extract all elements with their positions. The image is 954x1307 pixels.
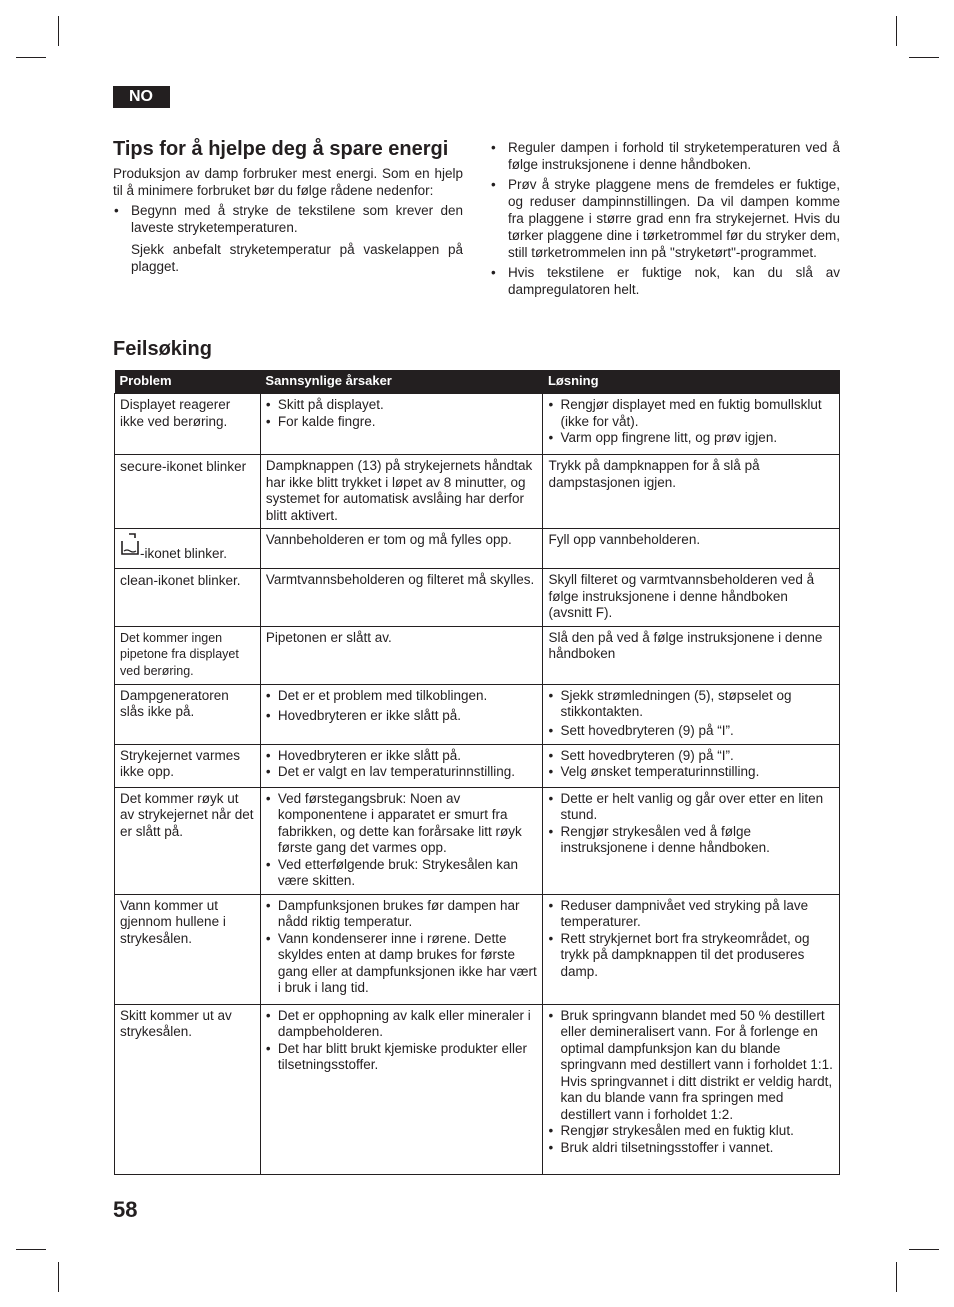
problem-text: -ikonet blinker xyxy=(162,459,247,474)
tips-bullet: • Begynn med å stryke de tekstilene som krever den laveste stryketemperaturen. xyxy=(113,202,463,236)
column-header: Sannsynlige årsaker xyxy=(260,370,543,394)
troubleshooting-heading: Feilsøking xyxy=(113,338,212,360)
solution-cell: Fyll opp vannbeholderen. xyxy=(543,529,840,569)
problem-cell xyxy=(115,455,261,529)
cause-cell xyxy=(260,394,543,455)
crop-mark xyxy=(16,57,46,58)
crop-mark xyxy=(16,1249,46,1250)
solution-item: • Rett strykjernet bort fra strykeområdet, og trykk på dampknappen til det produseres damp. xyxy=(548,931,834,981)
cause-item: • Ved førstegangsbruk: Noen av komponentene i apparatet er smurt fra fabrikken, og dette kan forårsake litt røyk første gang det varmes opp. xyxy=(266,791,538,857)
solution-cell: Trykk på dampknappen for å slå på dampstasjonen igjen. xyxy=(543,455,840,529)
problem-cell xyxy=(115,529,261,569)
solution-item: • Sett hovedbryteren (9) på “I”. xyxy=(548,748,834,765)
problem-cell: Det kommer røyk ut av strykejernet når det er slått på. xyxy=(115,787,261,894)
cause-cell xyxy=(260,744,543,787)
table-row xyxy=(115,744,840,787)
cause-item: • Det er opphopning av kalk eller mineraler i dampbeholderen. xyxy=(266,1008,538,1041)
tips-heading: Tips for å hjelpe deg å spare energi xyxy=(113,138,449,160)
table-header-row xyxy=(115,370,840,394)
crop-mark xyxy=(58,1262,59,1292)
page-number: 58 xyxy=(113,1197,138,1222)
table-row xyxy=(115,569,840,627)
cause-item: • Hovedbryteren er ikke slått på. xyxy=(266,748,538,765)
solution-cell: Skyll filteret og varmtvannsbeholderen ved å følge instruksjonene i denne håndboken (avsnitt F). xyxy=(543,569,840,627)
cause-cell xyxy=(260,684,543,744)
solution-item: • Reduser dampnivået ved stryking på lave temperaturer. xyxy=(548,898,834,931)
cause-item: • Ved etterfølgende bruk: Strykesålen kan være skitten. xyxy=(266,857,538,890)
problem-text: -ikonet blinker. xyxy=(153,573,241,588)
cause-cell: Dampknappen (13) på strykejernets håndtak har ikke blitt trykket i løpet av 8 minutter, og systemet for automatisk avslåing har derfor blitt aktivert. xyxy=(260,455,543,529)
cause-cell: Pipetonen er slått av. xyxy=(260,626,543,684)
crop-mark xyxy=(909,57,939,58)
problem-cell: Strykejernet varmes ikke opp. xyxy=(115,744,261,787)
tips-intro: Produksjon av damp forbruker mest energi. Som en hjelp til å minimere forbruket bør du følge rådene nedenfor: xyxy=(113,166,463,198)
solution-item: • Bruk springvann blandet med 50 % destillert eller demineralisert vann. For å forlenge en optimal dampfunksjon kan du blande springvann med destillert vann i forholdet 1:1. Hvis springvannet i ditt distrikt er veldig hardt, kan du blande vann fra springen med destillert vann i forholdet 1:2. xyxy=(548,1008,834,1124)
crop-mark xyxy=(58,16,59,46)
tips-left-column xyxy=(113,165,463,275)
solution-cell xyxy=(543,894,840,1004)
crop-mark xyxy=(909,1249,939,1250)
problem-cell: Displayet reagerer ikke ved berøring. xyxy=(115,394,261,455)
cause-cell xyxy=(260,894,543,1004)
tips-bullet: • Hvis tekstilene er fuktige nok, kan du slå av dampregulatoren helt. xyxy=(490,264,840,298)
table-row xyxy=(115,529,840,569)
cause-item: • Det er et problem med tilkoblingen. xyxy=(266,688,538,705)
table-row xyxy=(115,684,840,744)
problem-cell: Dampgeneratoren slås ikke på. xyxy=(115,684,261,744)
troubleshooting-table xyxy=(114,370,840,1175)
table-row xyxy=(115,1004,840,1174)
table-row xyxy=(115,626,840,684)
column-header: Løsning xyxy=(543,370,840,394)
table-row xyxy=(115,894,840,1004)
solution-item: • Bruk aldri tilsetningsstoffer i vannet. xyxy=(548,1140,834,1157)
problem-cell: Vann kommer ut gjennom hullene i strykesålen. xyxy=(115,894,261,1004)
solution-item: • Rengjør strykesålen med en fuktig klut. xyxy=(548,1123,834,1140)
cause-cell: Vannbeholderen er tom og må fylles opp. xyxy=(260,529,543,569)
problem-cell xyxy=(115,569,261,627)
problem-cell: Det kommer ingen pipetone fra displayet ved berøring. xyxy=(115,626,261,684)
cause-item: • Dampfunksjonen brukes før dampen har nådd riktig temperatur. xyxy=(266,898,538,931)
cause-cell: Varmtvannsbeholderen og filteret må skylles. xyxy=(260,569,543,627)
tips-bullet: • Prøv å stryke plaggene mens de fremdeles er fuktige, og reduser dampinnstillingen. Da vil dampen komme fra plaggene i større grad enn fra strykejernet. Hvis du tørker plaggene dine i tørketrommel før du stryker dem, still tørketrommelen inn på "stryketørt"-programmet. xyxy=(490,176,840,261)
solution-item: • Varm opp fingrene litt, og prøv igjen. xyxy=(548,430,834,447)
cause-item: • Vann kondenserer inne i rørene. Dette skyldes enten at damp brukes for første gang eller at dampfunksjonen ikke har vært i bruk i lang tid. xyxy=(266,931,538,997)
solution-item: • Sjekk strømledningen (5), støpselet og stikkontakten. xyxy=(548,688,834,721)
cause-item: • Det er valgt en lav temperaturinnstilling. xyxy=(266,764,538,781)
language-tag: NO xyxy=(113,86,170,108)
problem-cell: Skitt kommer ut av strykesålen. xyxy=(115,1004,261,1174)
tips-bullet-sub: Sjekk anbefalt stryketemperatur på vaskelappen på plagget. xyxy=(131,242,463,274)
solution-cell xyxy=(543,1004,840,1174)
table-row xyxy=(115,787,840,894)
water-tank-icon xyxy=(120,532,140,563)
table-row xyxy=(115,394,840,455)
cause-item: • For kalde fingre. xyxy=(266,414,538,431)
solution-cell: Slå den på ved å følge instruksjonene i denne håndboken xyxy=(543,626,840,684)
cause-item: • Skitt på displayet. xyxy=(266,397,538,414)
secure-icon: secure xyxy=(120,458,163,474)
table-row xyxy=(115,455,840,529)
solution-item: • Rengjør strykesålen ved å følge instruksjonene i denne håndboken. xyxy=(548,824,834,857)
solution-cell xyxy=(543,744,840,787)
clean-icon: clean xyxy=(120,572,154,588)
solution-item: • Velg ønsket temperaturinnstilling. xyxy=(548,764,834,781)
problem-text: -ikonet blinker. xyxy=(140,546,228,561)
cause-item: • Det har blitt brukt kjemiske produkter eller tilsetningsstoffer. xyxy=(266,1041,538,1074)
column-header: Problem xyxy=(115,370,261,394)
solution-cell xyxy=(543,787,840,894)
solution-cell xyxy=(543,684,840,744)
solution-item: • Rengjør displayet med en fuktig bomullsklut (ikke for våt). xyxy=(548,397,834,430)
tips-bullet: • Reguler dampen i forhold til stryketemperaturen ved å følge instruksjonene i denne håndboken. xyxy=(490,139,840,173)
crop-mark xyxy=(896,16,897,46)
cause-cell xyxy=(260,1004,543,1174)
solution-cell xyxy=(543,394,840,455)
cause-item: • Hovedbryteren er ikke slått på. xyxy=(266,708,538,725)
solution-item: • Sett hovedbryteren (9) på “I”. xyxy=(548,723,834,740)
tips-right-column xyxy=(490,136,840,298)
crop-mark xyxy=(896,1262,897,1292)
solution-item: • Dette er helt vanlig og går over etter en liten stund. xyxy=(548,791,834,824)
cause-cell xyxy=(260,787,543,894)
